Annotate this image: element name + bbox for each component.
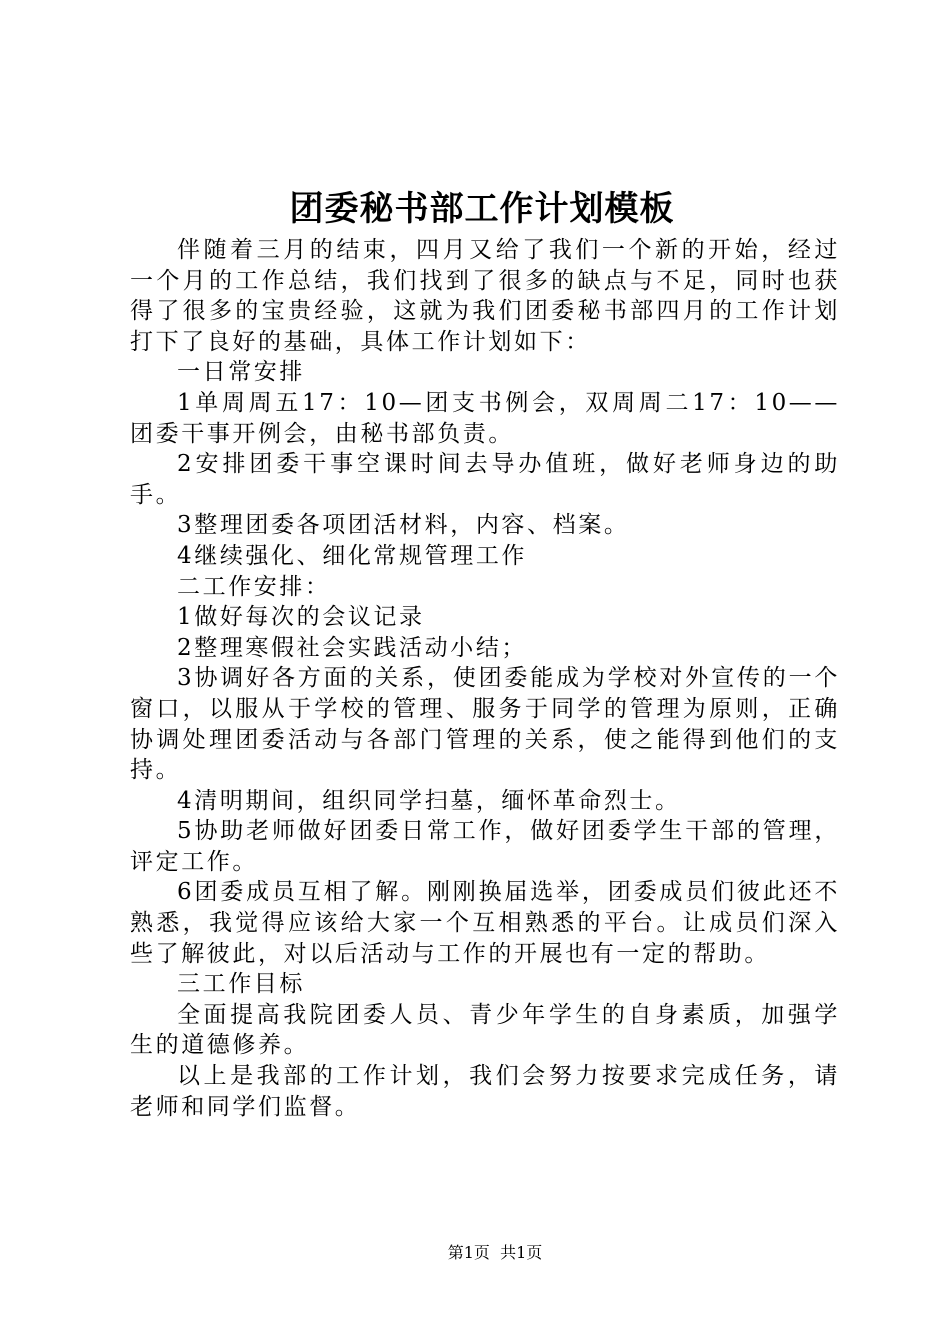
list-item: 3协调好各方面的关系，使团委能成为学校对外宣传的一个窗口，以服从于学校的管理、服务于同学的管理为原则，正确协调处理团委活动与各部门管理的关系，使之能得到他们的支持。 (130, 665, 840, 784)
list-item: 4继续强化、细化常规管理工作 (177, 542, 528, 569)
section-heading-daily: 一日常安排 (177, 359, 305, 386)
list-item: 3整理团委各项团活材料，内容、档案。 (177, 512, 630, 539)
list-item: 4清明期间，组织同学扫墓，缅怀革命烈士。 (177, 787, 681, 814)
list-item: 6团委成员互相了解。刚刚换届选举，团委成员们彼此还不熟悉，我觉得应该给大家一个互相熟悉的平台。让成员们深入些了解彼此，对以后活动与工作的开展也有一定的帮助。 (130, 879, 840, 967)
list-item: 5协助老师做好团委日常工作，做好团委学生干部的管理，评定工作。 (130, 818, 840, 875)
section-heading-goals: 三工作目标 (177, 971, 305, 998)
paragraph-closing: 以上是我部的工作计划，我们会努力按要求完成任务，请老师和同学们监督。 (130, 1063, 840, 1120)
list-item: 2整理寒假社会实践活动小结； (177, 634, 528, 661)
section-heading-work: 二工作安排： (177, 573, 331, 600)
page-footer (0, 1243, 950, 1263)
document-title: 团委秘书部工作计划模板 (289, 189, 675, 229)
page-total: 共1页 (500, 1243, 543, 1262)
page-number: 第1页 (447, 1243, 490, 1262)
list-item: 1做好每次的会议记录 (177, 604, 425, 631)
list-item: 2安排团委干事空课时间去导办值班，做好老师身边的助手。 (130, 451, 840, 508)
document-body (130, 235, 840, 1122)
list-item: 1单周周五17：10—团支书例会，双周周二17：10——团委干事开例会，由秘书部负责。 (130, 389, 840, 447)
paragraph-intro: 伴随着三月的结束，四月又给了我们一个新的开始，经过一个月的工作总结，我们找到了很多的缺点与不足，同时也获得了很多的宝贵经验，这就为我们团委秘书部四月的工作计划打下了良好的基础，具体工作计划如下： (130, 237, 840, 355)
paragraph-goals: 全面提高我院团委人员、青少年学生的自身素质，加强学生的道德修养。 (130, 1001, 840, 1059)
